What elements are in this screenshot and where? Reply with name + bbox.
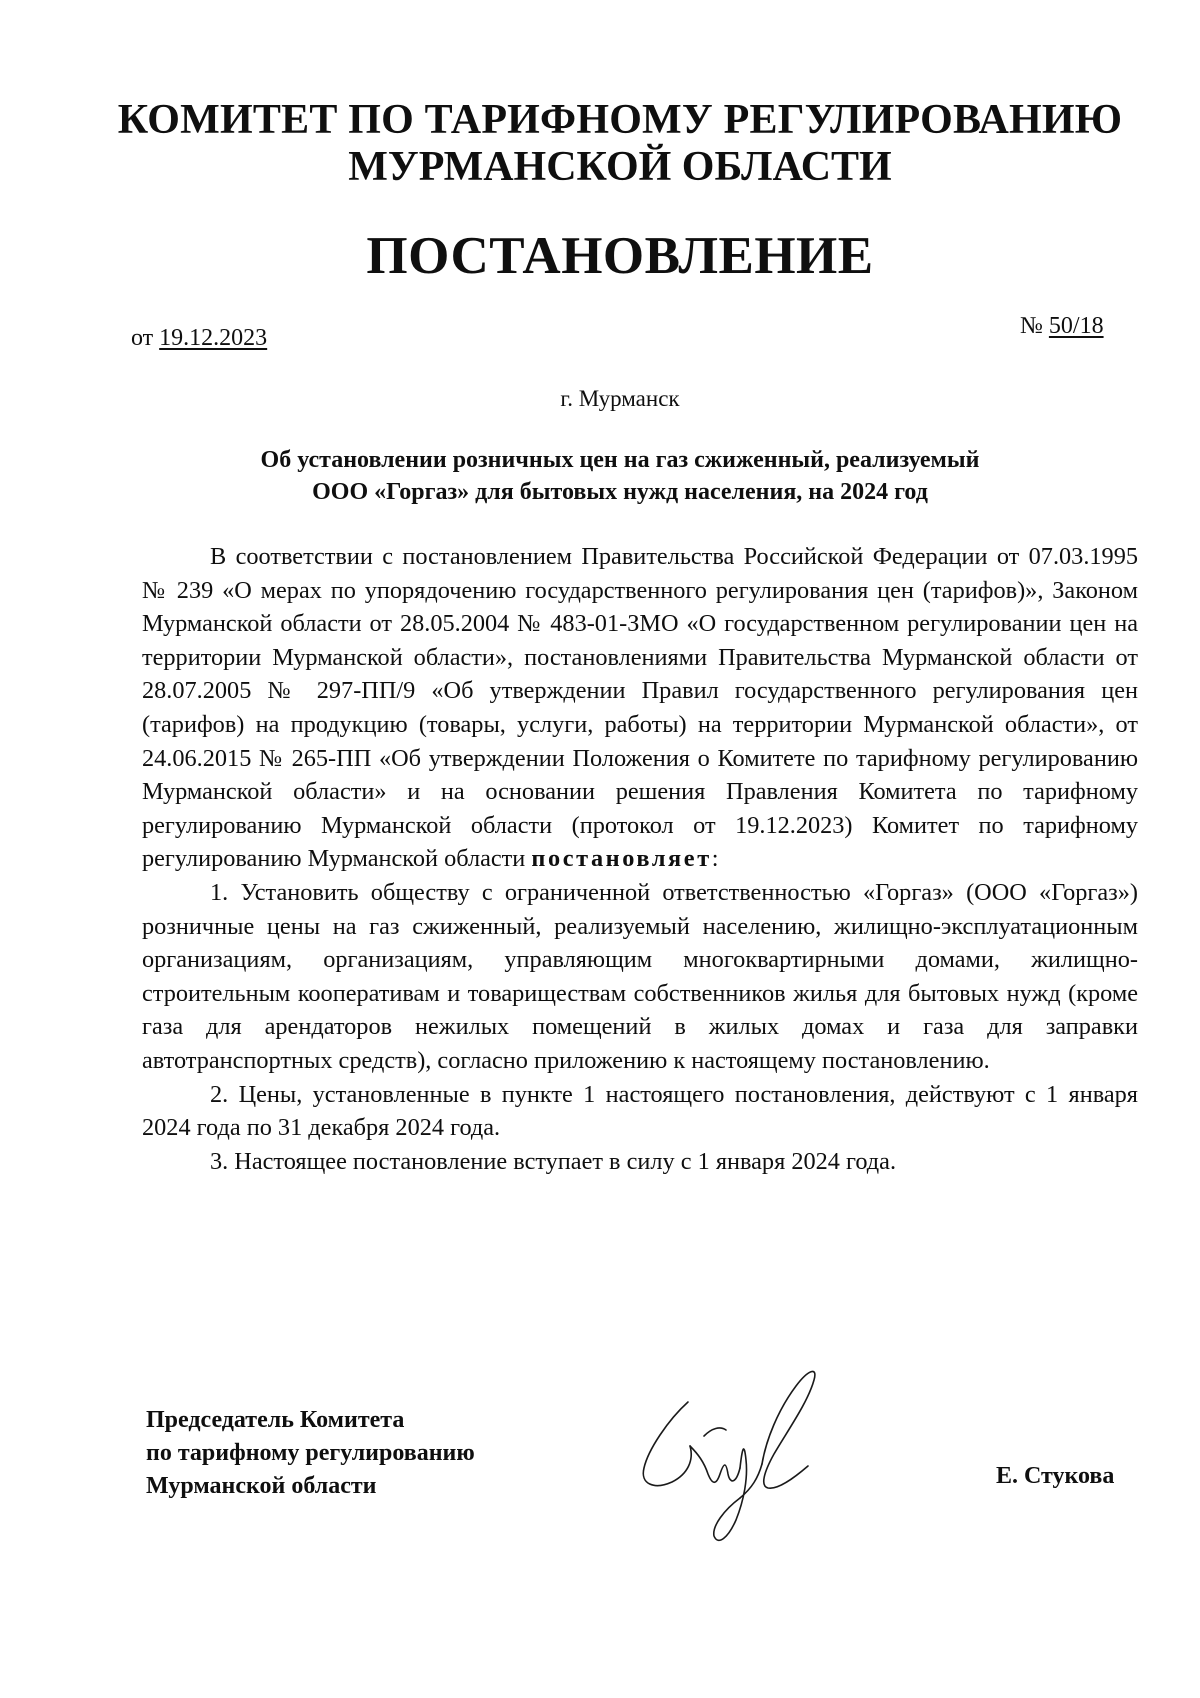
document-number <box>1020 311 1104 341</box>
item-3-paragraph: 3. Настоящее постановление вступает в силу с 1 января 2024 года. <box>210 1147 897 1175</box>
item-1-paragraph: 1. Установить обществу с ограниченной ответственностью «Горгаз» (ООО «Горгаз») розничные цены на газ сжиженный, реализуемый населению, жилищно-эксплуатационным организациям, организациям, управляющим многоквартирными домами, жилищно-строительным кооперативам и товариществам собственников жилья для бытовых нужд (кроме газа для арендаторов нежилых помещений в жилых домах и газа для заправки автотранспортных средств), согласно приложению к настоящему постановлению. <box>142 878 1138 1074</box>
signer-title-line3: Мурманской области <box>146 1473 377 1499</box>
decree-tail: : <box>711 845 719 873</box>
handwritten-signature <box>628 1350 858 1550</box>
city: г. Мурманск <box>560 386 680 411</box>
number-value: 50/18 <box>1048 313 1104 339</box>
number-prefix: № <box>1020 313 1049 339</box>
signer-title-line1: Председатель Комитета <box>146 1407 405 1433</box>
document-type-title: ПОСТАНОВЛЕНИЕ <box>366 227 874 285</box>
date-value: 19.12.2023 <box>159 325 268 351</box>
signer-name: Е. Стукова <box>996 1463 1115 1489</box>
document-date <box>131 323 267 353</box>
document-subject <box>150 444 1090 508</box>
preamble-text: В соответствии с постановлением Правительства Российской Федерации от 07.03.1995 № 239 «О мерах по упорядочению государственного регулирования цен (тарифов)», Законом Мурманской области от 28.05.2004 № 483-01-ЗМО «О государственном регулировании цен на территории Мурманской области», постановлениями Правительства Мурманской области от 28.07.2005 № 297-ПП/9 «Об утверждении Правил государственного регулирования цен (тарифов) на продукцию (товары, услуги, работы) на территории Мурманской области», от 24.06.2015 № 265-ПП «Об утверждении Положения о Комитете по тарифному регулированию Мурманской области» и на основании решения Правления Комитета по тарифному регулированию Мурманской области (протокол от 19.12.2023) Комитет по тарифному регулированию Мурманской области <box>142 543 1138 873</box>
document-body <box>142 540 1138 1178</box>
organization-name-line2: МУРМАНСКОЙ ОБЛАСТИ <box>348 144 892 190</box>
subject-line2: ООО «Горгаз» для бытовых нужд населения, на 2024 год <box>312 479 928 505</box>
decree-word: постановляет <box>531 845 712 873</box>
item-2-paragraph: 2. Цены, установленные в пункте 1 настоящего постановления, действуют с 1 января 2024 года по 31 декабря 2024 года. <box>142 1080 1138 1142</box>
preamble-paragraph <box>142 540 1138 876</box>
signer-title <box>146 1404 475 1503</box>
organization-name-line1: КОМИТЕТ ПО ТАРИФНОМУ РЕГУЛИРОВАНИЮ <box>117 97 1123 143</box>
signer-title-line2: по тарифному регулированию <box>146 1440 475 1466</box>
subject-line1: Об установлении розничных цен на газ сжиженный, реализуемый <box>260 447 980 473</box>
date-prefix: от <box>131 325 160 351</box>
